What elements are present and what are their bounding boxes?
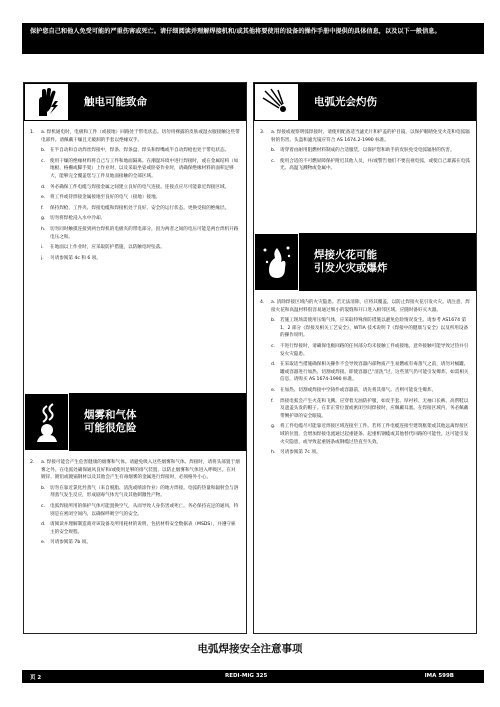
electric-shock-icon — [24, 83, 69, 121]
fire-intro: a. 清除焊接区域内的火灾隐患。若无法清除，应将其覆盖，以防止焊接火花引发火灾。请注意，焊接火花和高温材料很容易通过细小的裂缝和开口进入相邻区域。应随时备好灭火器。 — [271, 300, 470, 313]
list-item: f. 焊接电弧会产生火花和飞溅。应穿着无油防护服，如皮手套、厚衬衫、无袖口长裤、高帮鞋以及遮盖头发的帽子。在非正常位置或密闭空间焊接时，应佩戴耳塞。在焊接区域内，务必佩戴带侧护罩的安全眼镜。 — [271, 398, 469, 419]
document-code: IMA 599B — [424, 673, 454, 679]
list-item: g. 切勿将焊枪浸入水中冷却。 — [41, 216, 106, 222]
banner-text: 保护您自己和他人免受可能的严重伤害或死亡。请仔细阅读并理解焊接机和/或其他将要使用的设备的操作手册中提供的具体信息，以及以下一般信息。 — [30, 28, 441, 35]
list-item: j. 另请参阅第 4c 和 6 项。 — [41, 255, 101, 261]
fumes-icon — [24, 393, 69, 451]
model-name: REDI-MIG 325 — [225, 673, 268, 679]
list-item: f. 保持焊枪、工件夹、焊接电缆和焊接机处于良好、安全的运行状态。更换受损的绝缘层。 — [41, 205, 230, 211]
list-item: h. 另请参阅第 7c 项。 — [271, 450, 321, 456]
shock-section: 1. a. 焊机通电时，电极和工件（或接地）回路处于带电状态。切勿用裸露的皮肤或湿衣服接触这些带电部件。请佩戴干燥且无破洞的手套以绝缘双手。 b. 在半自动和自动焊丝焊接中，焊条、焊条盘、焊头和焊嘴或半自动焊枪也处于带电状态。 c. 使用干燥的绝缘材料将自己与工件和地面隔离。在潮湿环境中进行焊接时，或在金属结构（如地板、格栅或脚手架）上作业时，以及采取坐姿或卧姿作业时，请确保绝缘材料的面积足够大，能够完全覆盖您与工件及地面接触的全部区域。 d. 务必确保工件电缆与焊接金属之间建立良好的电气连接。连接点应尽可能靠近焊接区域。 e. 将工件或待焊接金属接地至良好的电气（接地）接地。 f. 保持焊枪、工件夹、焊接电缆和焊接机处于良好、安全的运行状态。更换受损的绝缘层。 g. 切勿将焊枪浸入水中冷却。 h. 切勿同时触摸连接到两台焊机的电极夹的带电部分，因为两者之间的电压可能是两台焊机开路电压之和。 i. 在地面以上作业时，应采取防护措施，以防触电时坠落。 j. 另请参阅第 4c 和 6 项。 — [30, 130, 240, 261]
page-number: 页 2 — [30, 675, 42, 681]
fire-section: 4. a. 清除焊接区域内的火灾隐患。若无法清除，应将其覆盖，以防止焊接火花引发火灾。请注意，焊接火花和高温材料很容易通过细小的裂缝和开口进入相邻区域。应随时备好灭火器。 b. 若施工现场需使用压缩气体，应采取特殊预防措施以避免危险情况发生。请参考 AS1674 第 1、2 部分《焊接及相关工艺安全》，WTIA 技术说明 7《焊接中的健康与安全》以及所用设备的操作说明。 c. 不进行焊接时，请确保电极回路的任何部分均未接触工件或接地。意外接触可能导致过热并引发火灾隐患。 d. 在采取适当措施确保相关操作不会导致容器内部物质产生易燃或有毒蒸气之前，请勿对桶罐、罐或容器进行加热、切割或焊接。即使容器已“清洗”过，这些蒸气仍可能引发爆炸。如需相关信息，请购买 AS 1674-1990 标准。 e. 在加热、切割或焊接中空铸件或容器前，请先将其排气。否则可能发生爆炸。 f. 焊接电弧会产生火花和飞溅。应穿着无油防护服，如皮手套、厚衬衫、无袖口长裤、高帮鞋以及遮盖头发的帽子。在非正常位置或密闭空间焊接时，应佩戴耳塞。在焊接区域内，务必佩戴带侧护罩的安全眼镜。 g. 将工件电缆尽可能靠近焊接区域连接至工件。若将工件电缆连接至建筑框架或其他远离焊接区域的位置，会增加焊接电流通过起重链条、起重机钢缆或其他替代回路的可能性。这可能引发火灾隐患，或导致起重链条或钢缆过热直至失效。 h. 另请参阅第 7c 项。 — [260, 300, 470, 456]
list-item: e. 在加热、切割或焊接中空铸件或容器前，请先将其排气。否则可能发生爆炸。 — [271, 387, 437, 393]
list-item: h. 切勿同时触摸连接到两台焊机的电极夹的带电部分，因为两者之间的电压可能是两台焊机开路电压之和。 — [41, 226, 239, 240]
arc-header — [254, 83, 476, 121]
fumes-title-line2: 可能很危险 — [84, 422, 137, 434]
list-item: d. 在采取适当措施确保相关操作不会导致容器内部物质产生易燃或有毒蒸气之前，请勿对桶罐、罐或容器进行加热、切割或焊接。即使容器已“清洗”过，这些蒸气仍可能引发爆炸。如需相关信息，请购买 AS 1674-1990 标准。 — [271, 362, 469, 383]
fire-title-line2: 引发火灾或爆炸 — [314, 262, 388, 274]
arc-title: 电弧光会灼伤 — [314, 95, 377, 108]
list-item: e. 将工件或待焊接金属接地至良好的电气（接地）接地。 — [41, 195, 161, 201]
page-title: 电弧焊接安全注意事项 — [197, 643, 303, 655]
footer-bar — [22, 670, 484, 683]
list-item: d. 请阅读并理解制造商对该设备及所用耗材的说明，包括材料安全数据表（MSDS），并遵守雇主的安全规程。 — [41, 522, 236, 535]
fumes-intro: a. 焊接可能会产生危害健康的烟雾和气体。请避免吸入这些烟雾和气体。焊接时，请将头部置于烟雾之外。在电弧处确保通风良好和/或使用足够的排气装置，以防止烟雾和气体进入呼吸区。在对镀锌、镀铅或镀镉钢材以及其他会产生有毒烟雾的金属进行焊接时，必须格外小心。 — [41, 460, 240, 481]
list-item: c. 电弧焊接所用的保护气体可能置换空气，从而导致人身伤害或死亡。务必保持充足的通风，特别是在密闭空间内，以确保呼吸空气的安全。 — [41, 503, 239, 517]
list-item: i. 在地面以上作业时，应采取防护措施，以防触电时坠落。 — [41, 245, 165, 251]
list-item: e. 另请参阅第 7b 项。 — [41, 540, 91, 546]
list-item: b. 切勿在靠近氯化烃蒸气（来自脱脂、清洗或喷涂作业）的地方焊接。电弧的热量和辐射会与溶剂蒸气发生反应，形成剧毒气体光气及其他刺激性产物。 — [41, 485, 239, 499]
arc-intro: a. 焊接或观察明弧焊接时，请使用配备适当滤光片和护盖的护目镜，以保护眼睛免受火花和电弧辐射的伤害。头盔和滤光镜应符合 AS 1674.2-1990 标准。 — [271, 130, 470, 143]
list-item: b. 在半自动和自动焊丝焊接中，焊条、焊条盘、焊头和焊嘴或半自动焊枪也处于带电状态。 — [41, 148, 230, 154]
list-item: c. 使用干燥的绝缘材料将自己与工件和地面隔离。在潮湿环境中进行焊接时，或在金属结构（如地板、格栅或脚手架）上作业时，以及采取坐姿或卧姿作业时，请确保绝缘材料的面积足够大，能够完全覆盖您与工件及地面接触的全部区域。 — [41, 158, 239, 179]
fumes-section: 2. a. 焊接可能会产生危害健康的烟雾和气体。请避免吸入这些烟雾和气体。焊接时，请将头部置于烟雾之外。在电弧处确保通风良好和/或使用足够的排气装置，以防止烟雾和气体进入呼吸区。在对镀锌、镀铅或镀镉钢材以及其他会产生有毒烟雾的金属进行焊接时，必须格外小心。 b. 切勿在靠近氯化烃蒸气（来自脱脂、清洗或喷涂作业）的地方焊接。电弧的热量和辐射会与溶剂蒸气发生反应，形成剧毒气体光气及其他刺激性产物。 c. 电弧焊接所用的保护气体可能置换空气，从而导致人身伤害或死亡。务必保持充足的通风，特别是在密闭空间内，以确保呼吸空气的安全。 d. 请阅读并理解制造商对该设备及所用耗材的说明，包括材料安全数据表（MSDS），并遵守雇主的安全规程。 e. 另请参阅第 7b 项。 — [30, 460, 240, 546]
left-column — [23, 82, 247, 634]
shock-header — [24, 83, 246, 121]
fire-title-line1: 焊接火花可能 — [314, 249, 377, 261]
list-item: c. 使用合适的不可燃屏障保护附近其他人员，并/或警告他们不要直视电弧，或使自己暴露在电弧光、高温飞溅物或金属中。 — [271, 158, 470, 172]
arc-section: 3. a. 焊接或观察明弧焊接时，请使用配备适当滤光片和护盖的护目镜，以保护眼睛免受火花和电弧辐射的伤害。头盔和滤光镜应符合 AS 1674.2-1990 标准。 b. 请穿着由耐用阻燃材料制成的合适服装，以保护您和助手的皮肤免受电弧辐射的伤害。 c. 使用合适的不可燃屏障保护附近其他人员，并/或警告他们不要直视电弧，或使自己暴露在电弧光、高温飞溅物或金属中。 — [260, 130, 470, 172]
fire-header — [254, 233, 476, 291]
safety-banner — [22, 23, 484, 54]
fumes-title-line1: 烟雾和气体 — [84, 409, 137, 421]
list-item: g. 将工件电缆尽可能靠近焊接区域连接至工件。若将工件电缆连接至建筑框架或其他远离焊接区域的位置，会增加焊接电流通过起重链条、起重机钢缆或其他替代回路的可能性。这可能引发火灾隐患，或导致起重链条或钢缆过热直至失效。 — [271, 424, 469, 445]
arc-rays-icon — [254, 83, 299, 121]
shock-title: 触电可能致命 — [84, 95, 147, 108]
fumes-header — [24, 393, 246, 451]
fire-explosion-icon — [254, 233, 299, 291]
list-item: b. 若施工现场需使用压缩气体，应采取特殊预防措施以避免危险情况发生。请参考 AS1674 第 1、2 部分《焊接及相关工艺安全》，WTIA 技术说明 7《焊接中的健康与安全》以及所用设备的操作说明。 — [271, 318, 469, 339]
list-item: b. 请穿着由耐用阻燃材料制成的合适服装，以保护您和助手的皮肤免受电弧辐射的伤害。 — [271, 148, 455, 154]
right-column — [253, 82, 477, 634]
shock-intro: a. 焊机通电时，电极和工件（或接地）回路处于带电状态。切勿用裸露的皮肤或湿衣服接触这些带电部件。请佩戴干燥且无破洞的手套以绝缘双手。 — [41, 130, 240, 143]
list-item: c. 不进行焊接时，请确保电极回路的任何部分均未接触工件或接地。意外接触可能导致过热并引发火灾隐患。 — [271, 343, 469, 357]
list-item: d. 务必确保工件电缆与焊接金属之间建立良好的电气连接。连接点应尽可能靠近焊接区域。 — [41, 184, 230, 190]
